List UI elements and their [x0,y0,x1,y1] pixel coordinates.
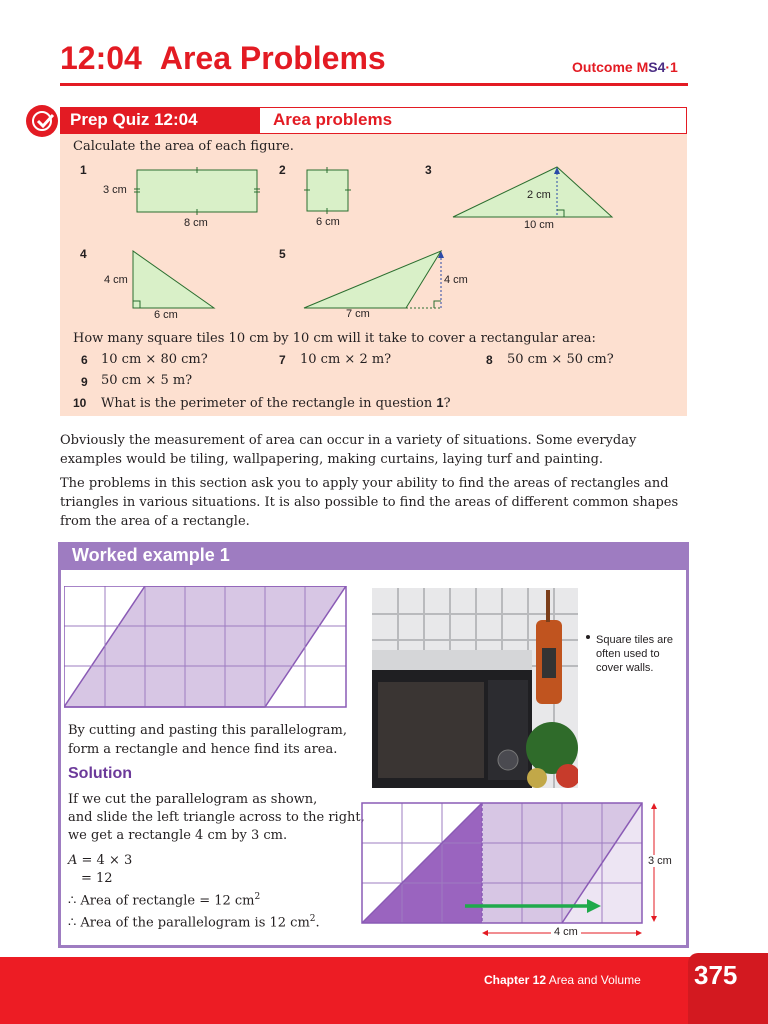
question-number: 7 [279,353,286,367]
question-number: 6 [81,353,88,367]
page-title [60,40,386,77]
dimension-label: 7 cm [346,308,370,320]
microwave-window [378,682,484,778]
dimension-label: 2 cm [527,189,551,201]
kitchen-tiles-photo [372,588,578,788]
body-paragraph: Obviously the measurement of area can occur in a variety of situations. Some everyday examples would be tiling, wallpapering, making curtains, laying turf and painting. [60,433,637,467]
figure-number: 1 [80,163,87,177]
cut-and-slide-grid [361,802,661,942]
figure-number: 5 [279,247,286,261]
bullet-icon [586,635,590,639]
quiz-instruction: Calculate the area of each figure. [73,139,294,154]
figure-number: 4 [80,247,87,261]
question-text: 10 cm × 2 m? [300,352,392,367]
worked-example-title: Worked example 1 [72,545,230,565]
dimension-label: 3 cm [103,184,127,196]
header-rule [60,83,688,86]
solution-text: If we cut the parallelogram as shown, and slide the left triangle across to the right, we get a rectangle 4 cm by 3 cm. [68,792,365,843]
question-text: 50 cm × 50 cm? [507,352,614,367]
question-number: 8 [486,353,493,367]
prep-quiz-title: Area problems [273,110,393,129]
figure-4-triangle [133,251,214,308]
dimension-label: 6 cm [316,216,340,228]
microwave-top [372,650,532,672]
microwave-dial [498,750,518,770]
dimension-width: 4 cm [551,926,581,938]
page-number: 375 [694,960,738,990]
solution-heading: Solution [68,765,132,782]
question-number: 9 [81,375,88,389]
dimension-label: 4 cm [104,274,128,286]
footer-bar [0,957,768,1024]
chapter-label: Chapter 12 Area and Volume [484,973,641,987]
dimension-label: 4 cm [444,274,468,286]
question-number: 10 [73,396,87,410]
task-text: By cutting and pasting this parallelogram, form a rectangle and hence find its area. [68,723,347,757]
question-text: 50 cm × 5 m? [101,373,193,388]
figure-number: 2 [279,163,286,177]
solution-working: A = 4 × 3 = 12 ∴ Area of rectangle = 12 $cm^2$ ∴ Area of the parallelogram is 12 $cm^2$. [68,853,320,931]
dimension-label: 8 cm [184,217,208,229]
dimension-label: 6 cm [154,309,178,321]
photo-caption: Square tiles are often used to cover walls. [596,634,674,674]
quiz-figures [60,134,687,334]
parallelogram-shape [64,586,346,707]
figure-5-triangle [304,251,441,308]
body-paragraph: The problems in this section ask you to apply your ability to find the areas of rectangles and triangles in various situations. It is also possible to find the areas of different common shapes from the area of a rectangle. [60,476,679,529]
figure-number: 3 [425,163,432,177]
figure-1-rectangle [137,170,257,212]
tiles-question: How many square tiles 10 cm by 10 cm will it take to cover a rectangular area: [73,331,596,346]
outcome-label: Outcome MS4·1 [572,59,678,75]
dimension-height: 3 cm [648,855,672,867]
outcome-code: S4 [648,59,666,75]
section-title: Area Problems [159,40,386,76]
question-text: 10 cm × 80 cm? [101,352,208,367]
parallelogram-grid [64,586,348,710]
dimension-label: 10 cm [524,219,554,231]
checkmark-icon [34,112,56,130]
section-number: 12:04 [60,40,142,76]
prep-quiz-label: Prep Quiz 12:04 [70,110,198,129]
figure-2-square [307,170,348,211]
question-text: What is the perimeter of the rectangle in question 1? [101,395,451,411]
